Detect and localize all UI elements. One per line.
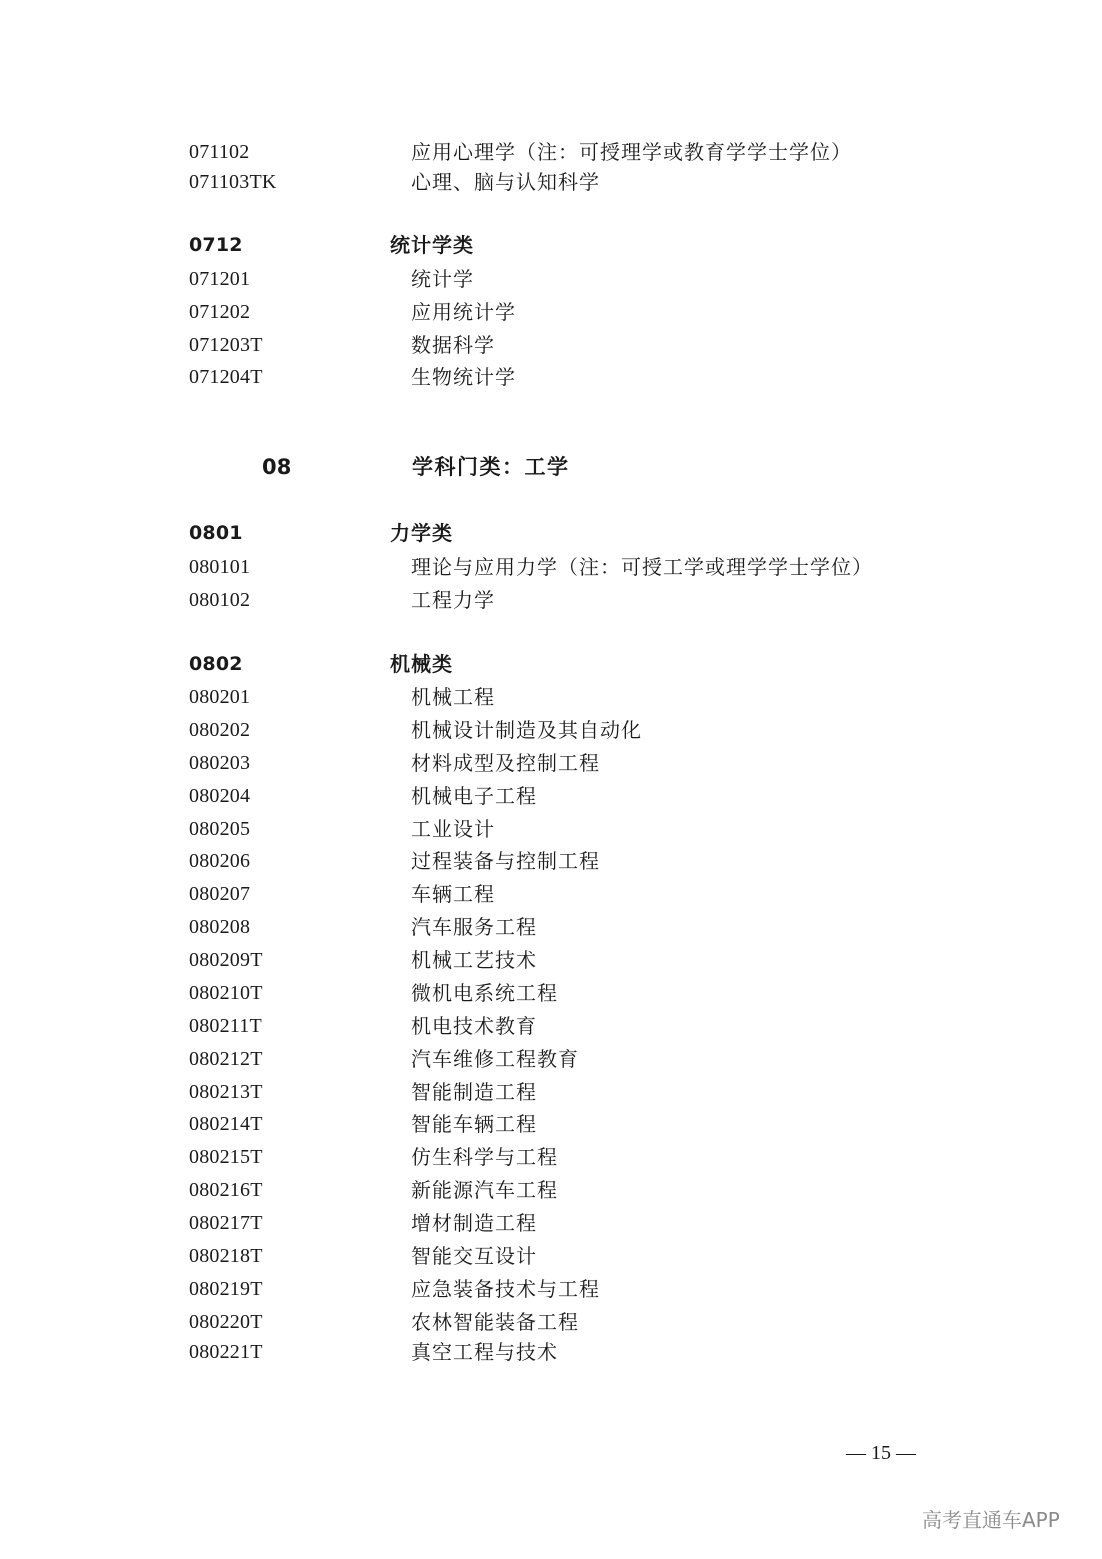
list-item [0,167,1102,197]
category-code: 0712 [189,234,243,256]
major-name: 工程力学 [411,588,495,612]
major-name: 应用统计学 [411,300,516,324]
major-name: 过程装备与控制工程 [411,849,600,873]
major-name: 智能交互设计 [411,1244,537,1268]
major-code: 080102 [189,589,251,611]
major-name: 应用心理学（注：可授理学或教育学学士学位） [411,140,852,164]
major-name: 机械工程 [411,685,495,709]
major-name: 机械电子工程 [411,784,537,808]
major-name: 理论与应用力学（注：可授工学或理学学士学位） [411,555,873,579]
major-code: 071202 [189,301,251,323]
list-item [0,1337,1102,1367]
list-item [0,330,1102,360]
category-name: 统计学类 [390,233,474,257]
major-code: 080213T [189,1081,263,1103]
watermark: 高考直通车APP [922,1508,1060,1532]
major-code: 080204 [189,785,251,807]
major-code: 080208 [189,916,251,938]
major-name: 机电技术教育 [411,1014,537,1038]
category-header [0,518,1102,548]
major-code: 071102 [189,141,250,163]
page-number: — 15 — [846,1442,916,1464]
list-item [0,912,1102,942]
major-name: 生物统计学 [411,365,516,389]
major-code: 080215T [189,1146,263,1168]
major-name: 汽车维修工程教育 [411,1047,579,1071]
list-item [0,1044,1102,1074]
list-item [0,552,1102,582]
major-name: 工业设计 [411,817,495,841]
major-name: 材料成型及控制工程 [411,751,600,775]
major-name: 车辆工程 [411,882,495,906]
major-code: 080207 [189,883,251,905]
discipline-heading [0,452,1102,482]
major-code: 080202 [189,719,251,741]
list-item [0,1307,1102,1337]
discipline-code: 08 [262,455,292,479]
major-code: 080211T [189,1015,262,1037]
list-item [0,1274,1102,1304]
list-item [0,748,1102,778]
category-header [0,649,1102,679]
major-code: 080214T [189,1113,263,1135]
list-item [0,682,1102,712]
major-code: 071203T [189,334,263,356]
major-code: 080219T [189,1278,263,1300]
list-item [0,945,1102,975]
major-code: 080201 [189,686,251,708]
list-item [0,879,1102,909]
list-item [0,362,1102,392]
list-item [0,1175,1102,1205]
list-item [0,715,1102,745]
major-code: 080210T [189,982,263,1004]
major-name: 机械工艺技术 [411,948,537,972]
major-name: 微机电系统工程 [411,981,558,1005]
major-code: 080218T [189,1245,263,1267]
major-code: 080206 [189,850,251,872]
major-name: 增材制造工程 [411,1211,537,1235]
major-name: 心理、脑与认知科学 [411,170,600,194]
list-item [0,814,1102,844]
major-name: 农林智能装备工程 [411,1310,579,1334]
major-code: 071201 [189,268,251,290]
category-header [0,230,1102,260]
major-code: 080205 [189,818,251,840]
list-item [0,1011,1102,1041]
major-code: 071103TK [189,171,277,193]
major-name: 智能车辆工程 [411,1112,537,1136]
list-item [0,1241,1102,1271]
major-code: 080217T [189,1212,263,1234]
list-item [0,1077,1102,1107]
major-name: 机械设计制造及其自动化 [411,718,642,742]
major-code: 080203 [189,752,251,774]
major-name: 新能源汽车工程 [411,1178,558,1202]
major-name: 智能制造工程 [411,1080,537,1104]
list-item [0,264,1102,294]
major-code: 080221T [189,1341,263,1363]
list-item [0,1142,1102,1172]
list-item [0,781,1102,811]
major-code: 080212T [189,1048,263,1070]
major-code: 080209T [189,949,263,971]
major-name: 汽车服务工程 [411,915,537,939]
category-name: 机械类 [390,652,453,676]
major-code: 080220T [189,1311,263,1333]
major-name: 仿生科学与工程 [411,1145,558,1169]
major-name: 真空工程与技术 [411,1340,558,1364]
major-code: 080101 [189,556,251,578]
major-name: 统计学 [411,267,474,291]
category-code: 0801 [189,522,243,544]
list-item [0,1109,1102,1139]
discipline-name: 学科门类：工学 [412,454,570,479]
major-name: 数据科学 [411,333,495,357]
list-item [0,1208,1102,1238]
list-item [0,297,1102,327]
list-item [0,585,1102,615]
major-code: 080216T [189,1179,263,1201]
category-name: 力学类 [390,521,453,545]
major-code: 071204T [189,366,263,388]
category-code: 0802 [189,653,243,675]
major-name: 应急装备技术与工程 [411,1277,600,1301]
list-item [0,978,1102,1008]
list-item [0,137,1102,167]
list-item [0,846,1102,876]
